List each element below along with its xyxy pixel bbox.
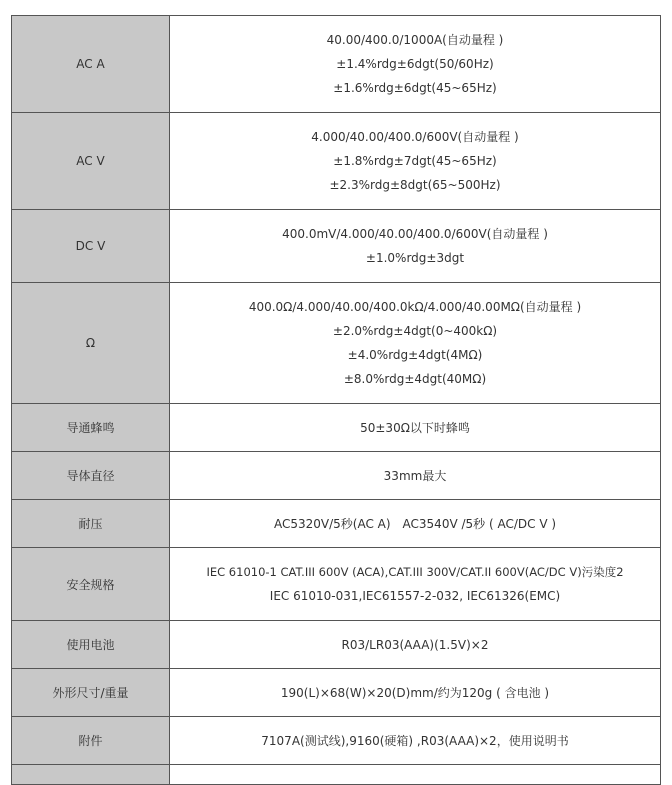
spec-line: ±1.6%rdg±6dgt(45~65Hz) bbox=[333, 81, 497, 95]
spec-row-ac-a bbox=[12, 16, 661, 113]
spec-row-accessories bbox=[12, 717, 661, 765]
spec-value bbox=[170, 669, 661, 717]
spec-row-ac-v bbox=[12, 113, 661, 210]
spec-value bbox=[170, 765, 661, 785]
spec-label: 导通蜂鸣 bbox=[12, 404, 170, 452]
spec-label: 耐压 bbox=[12, 500, 170, 548]
spec-line: ±8.0%rdg±4dgt(40MΩ) bbox=[343, 372, 487, 386]
spec-value bbox=[170, 210, 661, 283]
spec-value bbox=[170, 283, 661, 404]
spec-line: ±1.8%rdg±7dgt(45~65Hz) bbox=[333, 154, 497, 168]
spec-line: IEC 61010-1 CAT.III 600V (ACA),CAT.III 300V/CAT.II 600V(AC/DC V)污染度2 bbox=[206, 565, 624, 579]
spec-value bbox=[170, 113, 661, 210]
spec-label: Ω bbox=[12, 283, 170, 404]
spec-row-dc-v bbox=[12, 210, 661, 283]
spec-line: ±2.0%rdg±4dgt(0~400kΩ) bbox=[332, 324, 498, 338]
spec-line: 50±30Ω以下时蜂鸣 bbox=[360, 420, 470, 435]
spec-line: 190(L)×68(W)×20(D)mm/约为120g ( 含电池 ) bbox=[280, 685, 550, 700]
spec-label: 导体直径 bbox=[12, 452, 170, 500]
spec-label: 使用电池 bbox=[12, 621, 170, 669]
spec-table bbox=[11, 15, 661, 785]
spec-row-conductor-diameter bbox=[12, 452, 661, 500]
spec-line: ±1.0%rdg±3dgt bbox=[365, 251, 465, 265]
spec-line: AC5320V/5秒(AC A) AC3540V /5秒 ( AC/DC V ) bbox=[273, 516, 557, 531]
spec-line: 400.0mV/4.000/40.00/400.0/600V(自动量程 ) bbox=[282, 227, 548, 241]
spec-row-continuity bbox=[12, 404, 661, 452]
spec-row-partial bbox=[12, 765, 661, 785]
spec-value bbox=[170, 500, 661, 548]
spec-value bbox=[170, 16, 661, 113]
spec-label: AC V bbox=[12, 113, 170, 210]
spec-label: AC A bbox=[12, 16, 170, 113]
spec-line: IEC 61010-031,IEC61557-2-032, IEC61326(EMC) bbox=[269, 589, 561, 603]
spec-row-battery bbox=[12, 621, 661, 669]
spec-line: ±2.3%rdg±8dgt(65~500Hz) bbox=[329, 178, 501, 192]
spec-line: 7107A(测试线),9160(硬箱) ,R03(AAA)×2，使用说明书 bbox=[261, 733, 569, 748]
spec-value bbox=[170, 404, 661, 452]
spec-line: ±1.4%rdg±6dgt(50/60Hz) bbox=[336, 57, 494, 71]
spec-value bbox=[170, 621, 661, 669]
spec-row-safety-standards bbox=[12, 548, 661, 621]
spec-label: DC V bbox=[12, 210, 170, 283]
spec-line: 33mm最大 bbox=[383, 468, 447, 483]
spec-line: ±4.0%rdg±4dgt(4MΩ) bbox=[347, 348, 483, 362]
spec-value bbox=[170, 452, 661, 500]
spec-label: 附件 bbox=[12, 717, 170, 765]
spec-line: 4.000/40.00/400.0/600V(自动量程 ) bbox=[311, 130, 519, 144]
spec-label bbox=[12, 765, 170, 785]
spec-line: 400.0Ω/4.000/40.00/400.0kΩ/4.000/40.00MΩ(自动量程 ) bbox=[248, 300, 582, 314]
spec-label: 安全规格 bbox=[12, 548, 170, 621]
spec-line: R03/LR03(AAA)(1.5V)×2 bbox=[341, 637, 489, 652]
spec-line: 40.00/400.0/1000A(自动量程 ) bbox=[326, 33, 504, 47]
spec-row-ohm bbox=[12, 283, 661, 404]
spec-row-withstand-voltage bbox=[12, 500, 661, 548]
spec-value bbox=[170, 717, 661, 765]
spec-row-dimensions-weight bbox=[12, 669, 661, 717]
spec-value bbox=[170, 548, 661, 621]
spec-label: 外形尺寸/重量 bbox=[12, 669, 170, 717]
